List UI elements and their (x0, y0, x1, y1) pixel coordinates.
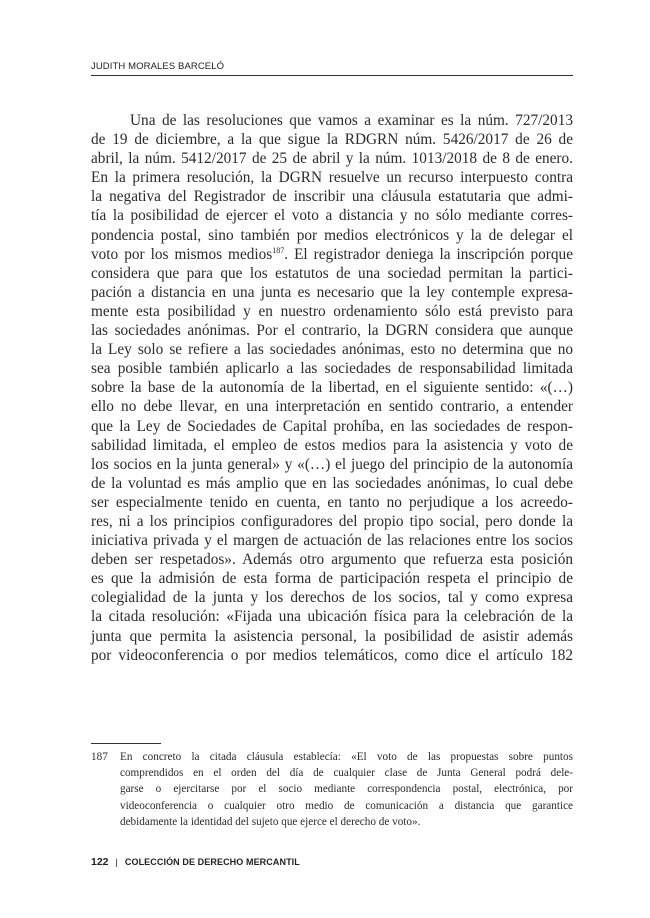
header-rule (91, 75, 573, 76)
body-line: sabilidad limitada, el empleo de estos medios para la asistencia y voto de (91, 436, 573, 454)
body-line: pondencia postal, sino también por medios electrónicos y la de delegar el (91, 226, 573, 244)
body-line: la citada resolución: «Fijada una ubicación física para la celebración de la (91, 608, 573, 626)
footnote-number: 187 (91, 751, 108, 763)
body-line-head: voto por los mismos medios (91, 245, 273, 263)
footnote-line: videoconferencia o cualquier otro medio de comunicación a distancia que garantice (120, 799, 573, 812)
footnote-separator (91, 743, 161, 744)
body-line: los socios en la junta general» y «(…) el juego del principio de la autonomía (91, 455, 573, 473)
body-line: En la primera resolución, la DGRN resuelve un recurso interpuesto contra (91, 169, 573, 187)
body-line: abril, la núm. 5412/2017 de 25 de abril y la núm. 1013/2018 de 8 de enero. (91, 150, 573, 168)
footnote-line: garse o ejercitarse por el socio mediante correspondencia postal, electrónica, por (120, 783, 573, 796)
footnote-text (120, 749, 573, 830)
body-line: la negativa del Registrador de inscribir una cláusula estatutaria que admi- (91, 188, 573, 206)
page-number: 122 (91, 856, 109, 868)
footnote-line: comprendidos en el orden del día de cualquier clase de Junta General podrá dele- (120, 767, 573, 780)
running-header-author: JUDITH MORALES BARCELÓ (91, 61, 225, 72)
body-paragraph (91, 111, 573, 665)
footnote-line: En concreto la citada cláusula establecía: «El voto de las propuestas sobre puntos (120, 751, 573, 763)
body-line: ser especialmente tenido en cuenta, en tanto no perjudique a los acreedo- (91, 493, 573, 511)
body-line: sobre la base de la autonomía de la libertad, en el siguiente sentido: «(…) (91, 379, 573, 397)
body-line: iniciativa privada y el margen de actuación de las relaciones entre los socios (91, 532, 573, 550)
body-line: Una de las resoluciones que vamos a examinar es la núm. 727/2013 (130, 112, 573, 129)
body-line: considera que para que los estatutos de una sociedad permitan la partici- (91, 264, 573, 282)
body-line: deben ser respetados». Además otro argumento que refuerza esta posición (91, 551, 573, 569)
body-line: de la voluntad es más amplio que en las sociedades anónimas, lo cual debe (91, 474, 573, 492)
body-line: por videoconferencia o por medios telemáticos, como dice el artículo 182 (91, 646, 573, 664)
body-line: que la Ley de Sociedades de Capital prohíba, en las sociedades de respon- (91, 417, 573, 435)
collection-title: COLECCIÓN DE DERECHO MERCANTIL (124, 857, 300, 867)
body-line: junta que permita la asistencia personal, la posibilidad de asistir además (91, 627, 573, 645)
page-footer (91, 856, 300, 868)
body-line: res, ni a los principios configuradores del propio tipo social, pero donde la (91, 512, 573, 530)
footer-separator: | (115, 857, 118, 867)
body-line: mente esta posibilidad y en nuestro ordenamiento sólo está previsto para (91, 302, 573, 320)
body-line-tail: . El registrador deniega la inscripción porque (284, 245, 573, 263)
footnote-reference[interactable]: 187 (272, 245, 285, 255)
body-line: sea posible también aplicarlo a las sociedades de responsabilidad limitada (91, 360, 573, 378)
body-line: pación a distancia en una junta es necesario que la ley contemple expresa- (91, 283, 573, 301)
body-line: es que la admisión de esta forma de participación respeta el principio de (91, 570, 573, 588)
footnote-line: debidamente la identidad del sujeto que ejerce el derecho de voto». (120, 815, 421, 828)
body-line: las sociedades anónimas. Por el contrario, la DGRN considera que aunque (91, 322, 573, 340)
body-line: de 19 de diciembre, a la que sigue la RDGRN núm. 5426/2017 de 26 de (91, 131, 573, 149)
body-line: la Ley solo se refiere a las sociedades anónimas, esto no determina que no (91, 341, 573, 359)
body-line: ello no debe llevar, en una interpretación en sentido contrario, a entender (91, 398, 573, 416)
body-line: tía la posibilidad de ejercer el voto a distancia y no sólo mediante corres- (91, 207, 573, 225)
body-line: colegialidad de la junta y los derechos de los socios, tal y como expresa (91, 589, 573, 607)
body-line-with-footnote-ref (91, 245, 573, 264)
